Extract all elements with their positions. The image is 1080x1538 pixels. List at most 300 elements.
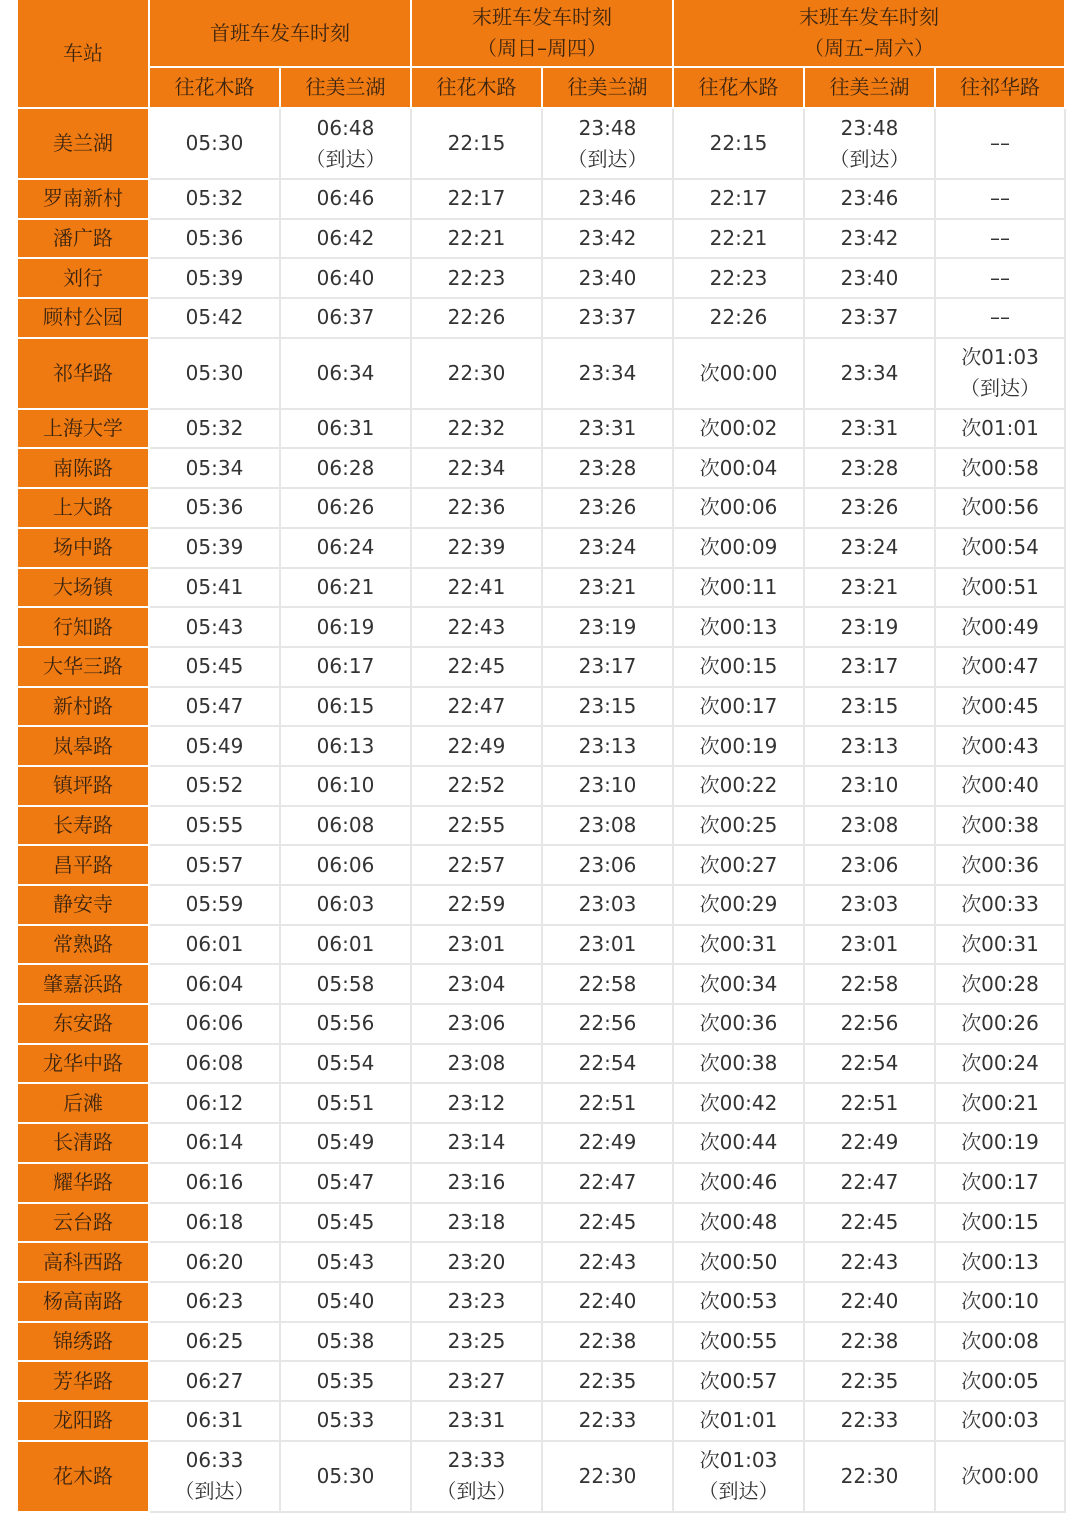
time-cell [804, 607, 935, 647]
time-value: 22:35 [578, 1368, 637, 1393]
time-value: 06:15 [316, 693, 375, 718]
time-cell [542, 219, 673, 259]
time-cell [804, 1242, 935, 1282]
time-value: 05:39 [185, 265, 244, 290]
time-cell [673, 568, 804, 608]
first-train-header: 首班车发车时刻 [149, 0, 411, 67]
time-value: 06:08 [316, 812, 375, 837]
time-value: 22:43 [447, 614, 506, 639]
time-value: 次01:01 [699, 1408, 778, 1433]
time-value: 05:30 [316, 1463, 375, 1488]
time-cell [673, 1282, 804, 1322]
time-cell [804, 258, 935, 298]
time-value: 次00:51 [961, 574, 1039, 599]
time-value: 22:58 [578, 971, 637, 996]
time-value: 22:43 [840, 1249, 899, 1274]
time-value: 22:54 [840, 1051, 899, 1076]
table-row [18, 964, 1065, 1004]
time-value: 23:34 [840, 360, 899, 385]
time-cell [673, 1242, 804, 1282]
time-cell [149, 766, 280, 806]
station-header: 车站 [18, 0, 149, 108]
time-cell [804, 1123, 935, 1163]
table-row [18, 845, 1065, 885]
table-row [18, 448, 1065, 488]
time-cell [149, 1083, 280, 1123]
last-train-weekday-days: （周日–周四） [477, 36, 607, 60]
time-value: 06:42 [316, 226, 375, 251]
time-value: 22:35 [840, 1368, 899, 1393]
station-name: 长寿路 [18, 806, 149, 846]
time-cell [935, 528, 1065, 568]
last-train-weekend-days: （周五–周六） [804, 36, 934, 60]
time-cell [935, 1361, 1065, 1401]
timetable [18, 0, 1066, 1513]
time-cell [673, 298, 804, 338]
time-cell [935, 488, 1065, 528]
time-cell [542, 1441, 673, 1512]
time-cell [542, 845, 673, 885]
time-cell [673, 885, 804, 925]
time-value: 次01:03 [961, 345, 1039, 370]
time-cell [149, 568, 280, 608]
time-cell [673, 448, 804, 488]
time-cell [804, 1083, 935, 1123]
time-cell [149, 1203, 280, 1243]
table-row [18, 488, 1065, 528]
time-cell [149, 338, 280, 409]
time-cell [935, 687, 1065, 727]
time-cell [935, 964, 1065, 1004]
timetable-body [18, 108, 1065, 1512]
time-value: 次00:21 [961, 1090, 1039, 1115]
time-value: 23:01 [578, 932, 637, 957]
time-value: 06:19 [316, 614, 375, 639]
time-cell [542, 647, 673, 687]
time-cell [804, 1441, 935, 1512]
time-cell [149, 528, 280, 568]
time-cell [411, 568, 542, 608]
time-cell [280, 687, 411, 727]
time-cell [411, 1322, 542, 1362]
time-value: 22:39 [447, 535, 506, 560]
time-cell [935, 1242, 1065, 1282]
time-cell [542, 806, 673, 846]
time-value: 22:23 [709, 265, 768, 290]
time-value: 22:45 [840, 1209, 899, 1234]
time-value: 06:10 [316, 773, 375, 798]
time-value: 次00:50 [699, 1249, 778, 1274]
time-cell [935, 607, 1065, 647]
time-value: 06:04 [185, 971, 244, 996]
time-value: 次00:02 [699, 416, 778, 441]
time-cell [935, 845, 1065, 885]
time-value: 次00:38 [699, 1051, 778, 1076]
time-cell [542, 1361, 673, 1401]
time-cell [149, 925, 280, 965]
station-name: 肇嘉浜路 [18, 964, 149, 1004]
time-value: 23:13 [578, 733, 637, 758]
time-value: 06:24 [316, 535, 375, 560]
time-cell [149, 108, 280, 179]
time-value: 06:01 [185, 932, 244, 957]
time-value: 22:40 [578, 1289, 637, 1314]
time-value: 23:33 [447, 1448, 506, 1473]
time-value: 次00:54 [961, 535, 1039, 560]
time-value: 06:17 [316, 654, 375, 679]
time-cell [411, 845, 542, 885]
time-cell [149, 1044, 280, 1084]
time-cell [935, 885, 1065, 925]
time-cell [149, 607, 280, 647]
time-cell [542, 108, 673, 179]
time-value: 22:52 [447, 773, 506, 798]
time-value: 23:18 [447, 1209, 506, 1234]
time-cell [280, 1123, 411, 1163]
time-cell [935, 726, 1065, 766]
time-cell [673, 1361, 804, 1401]
time-value: 22:26 [447, 305, 506, 330]
time-cell [935, 568, 1065, 608]
station-name: 行知路 [18, 607, 149, 647]
time-cell [804, 687, 935, 727]
table-row [18, 766, 1065, 806]
time-value: 次00:46 [699, 1170, 778, 1195]
time-cell [542, 1163, 673, 1203]
time-cell [542, 338, 673, 409]
time-cell [149, 258, 280, 298]
time-cell [411, 338, 542, 409]
time-value: 06:33 [185, 1448, 244, 1473]
time-cell [411, 1004, 542, 1044]
time-value: 06:12 [185, 1090, 244, 1115]
station-name: 长清路 [18, 1123, 149, 1163]
time-value: 05:47 [185, 693, 244, 718]
time-cell [411, 108, 542, 179]
time-value: 05:45 [185, 654, 244, 679]
time-value: 05:42 [185, 305, 244, 330]
arrival-note: （到达） [436, 1479, 517, 1504]
time-value: 次00:04 [699, 455, 778, 480]
time-cell [542, 885, 673, 925]
time-cell [804, 179, 935, 219]
time-value: 23:24 [578, 535, 637, 560]
time-value: 23:24 [840, 535, 899, 560]
time-cell [280, 1163, 411, 1203]
arrival-note: （到达） [174, 1479, 255, 1504]
time-value: 23:26 [578, 495, 637, 520]
time-value: 22:15 [447, 131, 506, 155]
last-train-weekend-header [673, 0, 1065, 67]
time-value: 次00:36 [699, 1011, 778, 1036]
time-cell [542, 298, 673, 338]
time-value: 05:38 [316, 1328, 375, 1353]
time-cell [280, 258, 411, 298]
time-value: 05:35 [316, 1368, 375, 1393]
time-value: 22:33 [578, 1408, 637, 1433]
time-cell [280, 219, 411, 259]
time-cell [804, 925, 935, 965]
time-value: 次00:43 [961, 733, 1039, 758]
time-cell [673, 219, 804, 259]
time-value: 次00:24 [961, 1051, 1039, 1076]
time-cell [542, 528, 673, 568]
time-value: 23:08 [447, 1051, 506, 1076]
time-value: 22:49 [578, 1130, 637, 1155]
time-cell [149, 409, 280, 449]
station-name: 场中路 [18, 528, 149, 568]
time-cell [804, 766, 935, 806]
time-value: 05:30 [185, 131, 244, 155]
time-value: 23:31 [447, 1408, 506, 1433]
station-name: 祁华路 [18, 338, 149, 409]
time-value: 23:01 [447, 932, 506, 957]
station-name: 大场镇 [18, 568, 149, 608]
time-cell [673, 806, 804, 846]
time-value: 22:26 [709, 305, 768, 330]
time-cell [804, 726, 935, 766]
time-value: 06:14 [185, 1130, 244, 1155]
time-cell [804, 338, 935, 409]
time-cell [673, 338, 804, 409]
time-cell [149, 1282, 280, 1322]
time-cell [411, 409, 542, 449]
time-cell [542, 726, 673, 766]
time-cell [804, 647, 935, 687]
time-value: 次00:08 [961, 1328, 1039, 1353]
table-row [18, 1242, 1065, 1282]
time-value: 22:47 [578, 1170, 637, 1195]
time-value: 次00:44 [699, 1130, 778, 1155]
time-cell [673, 1044, 804, 1084]
time-value: 次00:47 [961, 654, 1039, 679]
time-cell [804, 1004, 935, 1044]
time-cell [411, 1242, 542, 1282]
time-value: 05:39 [185, 535, 244, 560]
time-value: 22:21 [447, 226, 506, 251]
time-cell [542, 448, 673, 488]
time-cell [542, 1004, 673, 1044]
time-value: 23:03 [578, 892, 637, 917]
time-cell [804, 528, 935, 568]
time-cell [935, 647, 1065, 687]
time-cell [542, 488, 673, 528]
time-cell [149, 726, 280, 766]
time-cell [280, 448, 411, 488]
time-value: 23:08 [578, 812, 637, 837]
time-cell [935, 219, 1065, 259]
table-row [18, 1163, 1065, 1203]
time-cell [804, 448, 935, 488]
time-value: 次00:05 [961, 1368, 1039, 1393]
time-cell [411, 1083, 542, 1123]
table-row [18, 607, 1065, 647]
time-value: 22:40 [840, 1289, 899, 1314]
time-value: 23:46 [840, 186, 899, 211]
time-value: 次00:19 [961, 1130, 1039, 1155]
time-value: 次00:06 [699, 495, 778, 520]
station-name: 芳华路 [18, 1361, 149, 1401]
time-cell [411, 885, 542, 925]
time-value: 23:01 [840, 932, 899, 957]
time-value: 23:42 [578, 226, 637, 251]
time-cell [542, 687, 673, 727]
time-value: 22:47 [840, 1170, 899, 1195]
table-row [18, 925, 1065, 965]
time-value: 22:30 [447, 360, 506, 385]
time-value: 23:46 [578, 186, 637, 211]
time-cell [804, 1401, 935, 1441]
station-name: 顾村公园 [18, 298, 149, 338]
time-value: 22:51 [840, 1090, 899, 1115]
time-value: 05:51 [316, 1090, 375, 1115]
time-cell [149, 1242, 280, 1282]
time-value: 22:33 [840, 1408, 899, 1433]
last-train-weekday-header [411, 0, 673, 67]
time-cell [935, 925, 1065, 965]
time-cell [411, 1441, 542, 1512]
time-value: 05:33 [316, 1408, 375, 1433]
time-cell [804, 1322, 935, 1362]
table-row [18, 258, 1065, 298]
time-value: 06:23 [185, 1289, 244, 1314]
time-cell [149, 219, 280, 259]
arrival-note: （到达） [305, 146, 386, 171]
station-name: 镇坪路 [18, 766, 149, 806]
time-cell [280, 726, 411, 766]
time-value: 22:21 [709, 226, 768, 251]
table-row [18, 568, 1065, 608]
time-value: 06:03 [316, 892, 375, 917]
time-value: 次00:00 [699, 360, 778, 385]
time-cell [411, 1282, 542, 1322]
time-cell [673, 1123, 804, 1163]
time-cell [673, 1322, 804, 1362]
table-row [18, 108, 1065, 179]
time-cell [673, 726, 804, 766]
time-cell [542, 607, 673, 647]
time-value: 23:06 [447, 1011, 506, 1036]
time-value: 23:23 [447, 1289, 506, 1314]
time-cell [149, 179, 280, 219]
time-value: 次00:36 [961, 852, 1039, 877]
station-name: 昌平路 [18, 845, 149, 885]
table-row [18, 806, 1065, 846]
time-value: 06:28 [316, 455, 375, 480]
time-value: 06:06 [185, 1011, 244, 1036]
time-cell [542, 1083, 673, 1123]
time-cell [935, 1044, 1065, 1084]
time-cell [280, 925, 411, 965]
time-value: 23:25 [447, 1328, 506, 1353]
time-value: 05:40 [316, 1289, 375, 1314]
time-cell [673, 1401, 804, 1441]
time-cell [280, 885, 411, 925]
time-value: 次00:17 [699, 693, 778, 718]
time-value: 22:38 [578, 1328, 637, 1353]
time-value: 次00:42 [699, 1090, 778, 1115]
time-cell [673, 964, 804, 1004]
time-cell [673, 925, 804, 965]
time-cell [542, 1401, 673, 1441]
time-value: 23:12 [447, 1090, 506, 1115]
time-value: 次00:57 [699, 1368, 778, 1393]
time-cell [280, 1083, 411, 1123]
time-cell [673, 258, 804, 298]
time-cell [542, 964, 673, 1004]
time-value: 23:20 [447, 1249, 506, 1274]
time-value: –– [990, 265, 1010, 290]
time-cell [280, 1361, 411, 1401]
time-value: 05:47 [316, 1170, 375, 1195]
time-value: 22:55 [447, 812, 506, 837]
time-cell [542, 258, 673, 298]
time-value: 22:38 [840, 1328, 899, 1353]
time-cell [804, 298, 935, 338]
station-name: 潘广路 [18, 219, 149, 259]
time-value: 23:28 [840, 455, 899, 480]
time-value: 23:37 [840, 305, 899, 330]
time-cell [804, 845, 935, 885]
time-value: 23:48 [840, 115, 899, 140]
station-name: 锦绣路 [18, 1322, 149, 1362]
time-value: 23:21 [578, 574, 637, 599]
time-cell [673, 1004, 804, 1044]
time-value: 22:45 [447, 654, 506, 679]
station-name: 静安寺 [18, 885, 149, 925]
table-row [18, 298, 1065, 338]
time-cell [149, 845, 280, 885]
time-cell [280, 1282, 411, 1322]
time-cell [280, 607, 411, 647]
time-cell [542, 1242, 673, 1282]
time-value: 22:49 [840, 1130, 899, 1155]
time-cell [411, 687, 542, 727]
time-value: 次00:25 [699, 812, 778, 837]
station-name: 东安路 [18, 1004, 149, 1044]
time-value: 06:46 [316, 186, 375, 211]
time-value: 次00:00 [961, 1463, 1039, 1488]
time-cell [673, 108, 804, 179]
time-value: 22:49 [447, 733, 506, 758]
time-cell [673, 409, 804, 449]
time-value: 22:23 [447, 265, 506, 290]
time-value: 次00:15 [961, 1209, 1039, 1234]
time-value: 次00:17 [961, 1170, 1039, 1195]
time-cell [542, 568, 673, 608]
time-value: 06:31 [316, 416, 375, 441]
time-cell [280, 338, 411, 409]
time-cell [280, 298, 411, 338]
time-cell [280, 1004, 411, 1044]
time-cell [673, 1203, 804, 1243]
time-cell [411, 806, 542, 846]
time-cell [149, 806, 280, 846]
time-cell [411, 1401, 542, 1441]
time-cell [280, 1242, 411, 1282]
time-value: 05:36 [185, 495, 244, 520]
time-value: 05:52 [185, 773, 244, 798]
time-value: 次00:40 [961, 773, 1039, 798]
time-cell [280, 964, 411, 1004]
time-cell [935, 1163, 1065, 1203]
time-value: 次00:27 [699, 852, 778, 877]
time-value: 06:18 [185, 1209, 244, 1234]
table-row [18, 1123, 1065, 1163]
time-cell [280, 1044, 411, 1084]
time-cell [804, 806, 935, 846]
time-value: 05:55 [185, 812, 244, 837]
